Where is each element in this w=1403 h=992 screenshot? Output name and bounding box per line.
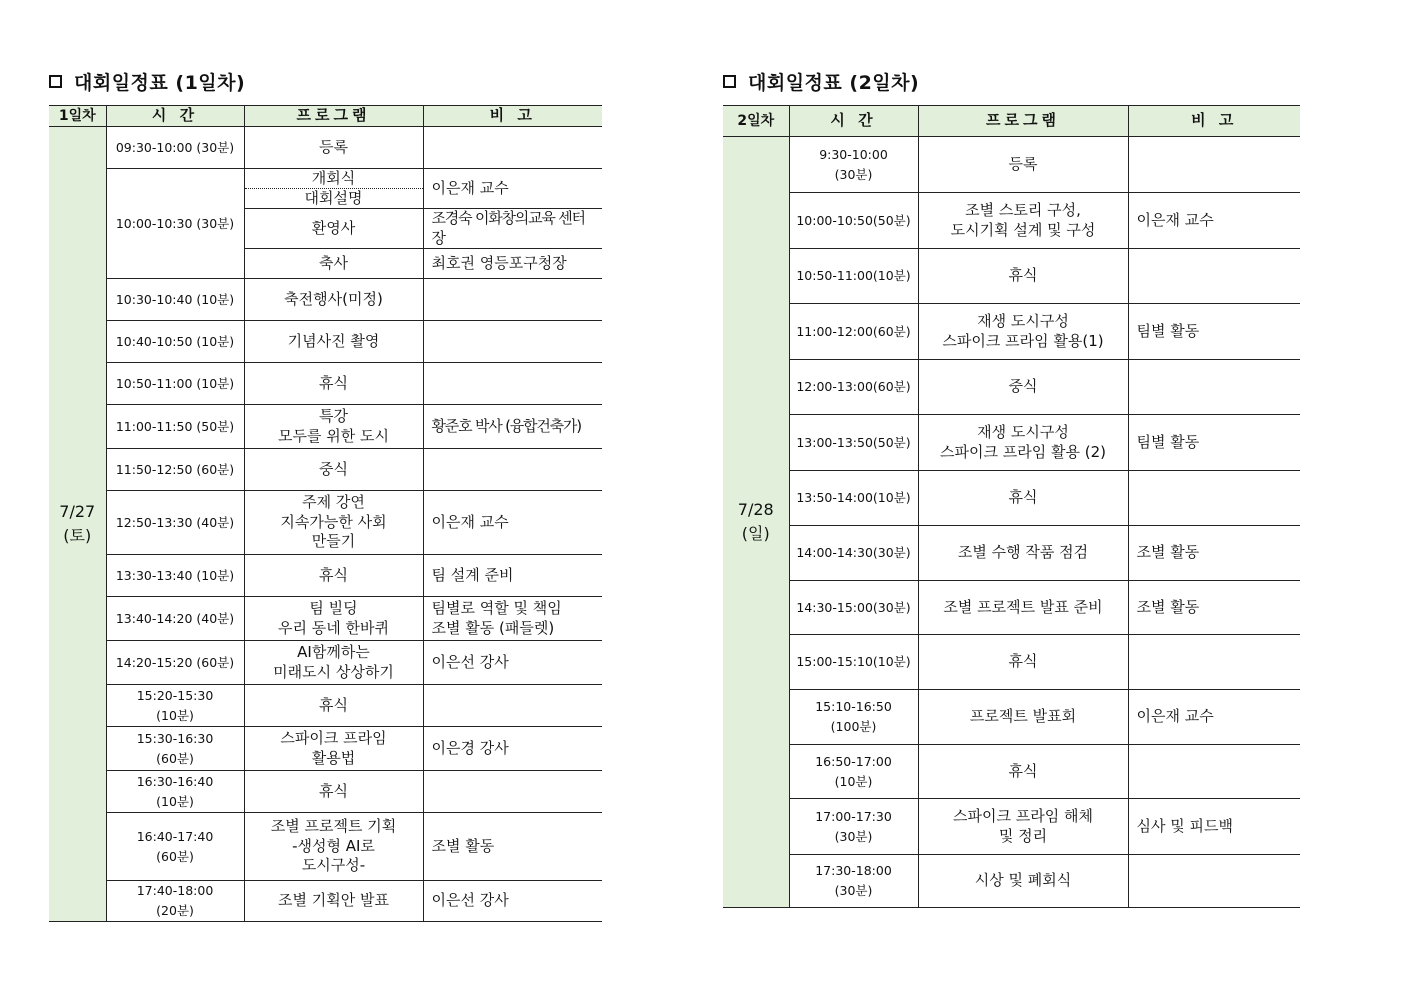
note-cell: 이은재 교수 — [423, 491, 602, 555]
header-day: 2일차 — [723, 106, 789, 137]
header-time: 시 간 — [106, 106, 244, 127]
note-cell: 조별 활동 — [1128, 581, 1300, 635]
table-row — [723, 581, 1300, 635]
table-row — [723, 799, 1300, 855]
note-cell: 최호권 영등포구청장 — [423, 249, 602, 279]
note-cell — [423, 279, 602, 321]
table-row — [49, 881, 602, 922]
note-cell: 황준호 박사 (융합건축가) — [423, 405, 602, 449]
table-row — [723, 137, 1300, 193]
program-cell: 휴식 — [918, 471, 1128, 526]
note-cell: 조별 활동 — [1128, 526, 1300, 581]
day1-schedule-table — [49, 105, 602, 922]
note-cell — [1128, 745, 1300, 799]
program-cell: 휴식 — [244, 771, 423, 813]
note-cell: 이은재 교수 — [1128, 193, 1300, 249]
table-row — [723, 304, 1300, 360]
table-row — [49, 685, 602, 727]
note-cell: 심사 및 피드백 — [1128, 799, 1300, 855]
table-row — [723, 471, 1300, 526]
program-cell: 휴식 — [918, 635, 1128, 690]
note-cell: 팀별 활동 — [1128, 415, 1300, 471]
time-cell: 13:40-14:20 (40분) — [106, 597, 244, 641]
table-row — [723, 360, 1300, 415]
table-row — [49, 555, 602, 597]
table-row — [49, 597, 602, 641]
table-row — [723, 526, 1300, 581]
header-note: 비 고 — [423, 106, 602, 127]
checkbox-square-icon — [49, 75, 62, 88]
time-cell: 10:00-10:30 (30분) — [106, 169, 244, 279]
program-cell: 등록 — [244, 127, 423, 169]
program-cell — [244, 169, 423, 209]
program-cell: 휴식 — [918, 745, 1128, 799]
table-header-row — [49, 106, 602, 127]
program-cell: 중식 — [918, 360, 1128, 415]
time-cell: 13:30-13:40 (10분) — [106, 555, 244, 597]
table-row — [49, 449, 602, 491]
time-cell: 16:50-17:00 (10분) — [789, 745, 918, 799]
time-cell: 10:40-10:50 (10분) — [106, 321, 244, 363]
note-cell — [423, 771, 602, 813]
time-cell: 15:20-15:30 (10분) — [106, 685, 244, 727]
time-cell: 17:00-17:30 (30분) — [789, 799, 918, 855]
note-cell — [1128, 137, 1300, 193]
time-cell: 10:50-11:00(10분) — [789, 249, 918, 304]
table-row — [723, 745, 1300, 799]
program-cell: 재생 도시구성 스파이크 프라임 활용(1) — [918, 304, 1128, 360]
table-row — [49, 405, 602, 449]
table-row — [49, 491, 602, 555]
note-cell: 이은재 교수 — [423, 169, 602, 209]
note-cell: 이은경 강사 — [423, 727, 602, 771]
note-cell: 팀별 활동 — [1128, 304, 1300, 360]
note-cell — [1128, 249, 1300, 304]
program-cell: 팀 빌딩 우리 동네 한바퀴 — [244, 597, 423, 641]
time-cell: 15:00-15:10(10분) — [789, 635, 918, 690]
time-cell: 11:00-11:50 (50분) — [106, 405, 244, 449]
time-cell: 10:30-10:40 (10분) — [106, 279, 244, 321]
table-row — [723, 855, 1300, 908]
time-cell: 15:30-16:30 (60분) — [106, 727, 244, 771]
table-row — [723, 635, 1300, 690]
table-row — [723, 249, 1300, 304]
program-cell: 휴식 — [244, 363, 423, 405]
program-opening: 개회식 — [245, 169, 423, 189]
table-row — [49, 321, 602, 363]
note-cell — [423, 685, 602, 727]
table-header-row — [723, 106, 1300, 137]
header-day: 1일차 — [49, 106, 106, 127]
table-row — [49, 363, 602, 405]
program-cell: 조별 스토리 구성, 도시기획 설계 및 구성 — [918, 193, 1128, 249]
time-cell: 14:30-15:00(30분) — [789, 581, 918, 635]
program-cell: 중식 — [244, 449, 423, 491]
note-cell: 팀별로 역할 및 책임 조별 활동 (패들렛) — [423, 597, 602, 641]
note-cell — [423, 449, 602, 491]
table-row — [723, 690, 1300, 745]
time-cell: 11:00-12:00(60분) — [789, 304, 918, 360]
time-cell: 13:00-13:50(50분) — [789, 415, 918, 471]
day2-date: 7/28 (일) — [723, 137, 789, 908]
note-cell — [1128, 635, 1300, 690]
table-row — [49, 169, 602, 209]
program-cell: 프로젝트 발표회 — [918, 690, 1128, 745]
table-row — [49, 127, 602, 169]
note-cell: 이은선 강사 — [423, 641, 602, 685]
program-cell: 스파이크 프라임 해체 및 정리 — [918, 799, 1128, 855]
program-cell: 시상 및 폐회식 — [918, 855, 1128, 908]
time-cell: 16:40-17:40 (60분) — [106, 813, 244, 881]
note-cell: 팀 설계 준비 — [423, 555, 602, 597]
table-row — [49, 727, 602, 771]
time-cell: 17:30-18:00 (30분) — [789, 855, 918, 908]
note-cell: 이은재 교수 — [1128, 690, 1300, 745]
header-time: 시 간 — [789, 106, 918, 137]
table-row — [723, 193, 1300, 249]
table-row — [49, 813, 602, 881]
table-row — [49, 279, 602, 321]
note-cell: 조별 활동 — [423, 813, 602, 881]
program-cell: 축전행사(미정) — [244, 279, 423, 321]
note-cell — [423, 127, 602, 169]
program-cell: 조별 프로젝트 발표 준비 — [918, 581, 1128, 635]
checkbox-square-icon — [723, 75, 736, 88]
day1-title — [49, 68, 245, 95]
program-cell: 주제 강연 지속가능한 사회 만들기 — [244, 491, 423, 555]
time-cell: 10:00-10:50(50분) — [789, 193, 918, 249]
time-cell: 14:20-15:20 (60분) — [106, 641, 244, 685]
table-row — [723, 415, 1300, 471]
header-program: 프로그램 — [918, 106, 1128, 137]
day2-schedule-table — [723, 105, 1300, 908]
program-cell: 휴식 — [244, 685, 423, 727]
note-cell: 조경숙 이화창의교육 센터장 — [423, 209, 602, 249]
program-cell: 조별 수행 작품 점검 — [918, 526, 1128, 581]
program-cell: 등록 — [918, 137, 1128, 193]
time-cell: 09:30-10:00 (30분) — [106, 127, 244, 169]
note-cell — [423, 363, 602, 405]
note-cell — [423, 321, 602, 363]
note-cell — [1128, 855, 1300, 908]
time-cell: 14:00-14:30(30분) — [789, 526, 918, 581]
table-row — [49, 771, 602, 813]
program-cell: 재생 도시구성 스파이크 프라임 활용 (2) — [918, 415, 1128, 471]
time-cell: 17:40-18:00 (20분) — [106, 881, 244, 922]
time-cell: 10:50-11:00 (10분) — [106, 363, 244, 405]
time-cell: 12:00-13:00(60분) — [789, 360, 918, 415]
note-cell — [1128, 360, 1300, 415]
time-cell: 16:30-16:40 (10분) — [106, 771, 244, 813]
program-cell: AI함께하는 미래도시 상상하기 — [244, 641, 423, 685]
time-cell: 9:30-10:00 (30분) — [789, 137, 918, 193]
program-cell: 특강 모두를 위한 도시 — [244, 405, 423, 449]
header-program: 프로그램 — [244, 106, 423, 127]
day1-title-text: 대회일정표 (1일차) — [74, 72, 246, 94]
day1-date: 7/27 (토) — [49, 127, 106, 922]
note-cell — [1128, 471, 1300, 526]
note-cell: 이은선 강사 — [423, 881, 602, 922]
program-cell: 조별 프로젝트 기획 -생성형 AI로 도시구성- — [244, 813, 423, 881]
day2-title-text: 대회일정표 (2일차) — [748, 72, 920, 94]
program-cell: 스파이크 프라임 활용법 — [244, 727, 423, 771]
day2-title — [723, 68, 919, 95]
program-briefing: 대회설명 — [304, 189, 363, 207]
program-cell: 환영사 — [244, 209, 423, 249]
table-row — [49, 641, 602, 685]
program-cell: 조별 기획안 발표 — [244, 881, 423, 922]
time-cell: 15:10-16:50 (100분) — [789, 690, 918, 745]
program-cell: 축사 — [244, 249, 423, 279]
time-cell: 12:50-13:30 (40분) — [106, 491, 244, 555]
program-cell: 휴식 — [918, 249, 1128, 304]
program-cell: 휴식 — [244, 555, 423, 597]
header-note: 비 고 — [1128, 106, 1300, 137]
time-cell: 11:50-12:50 (60분) — [106, 449, 244, 491]
time-cell: 13:50-14:00(10분) — [789, 471, 918, 526]
program-cell: 기념사진 촬영 — [244, 321, 423, 363]
